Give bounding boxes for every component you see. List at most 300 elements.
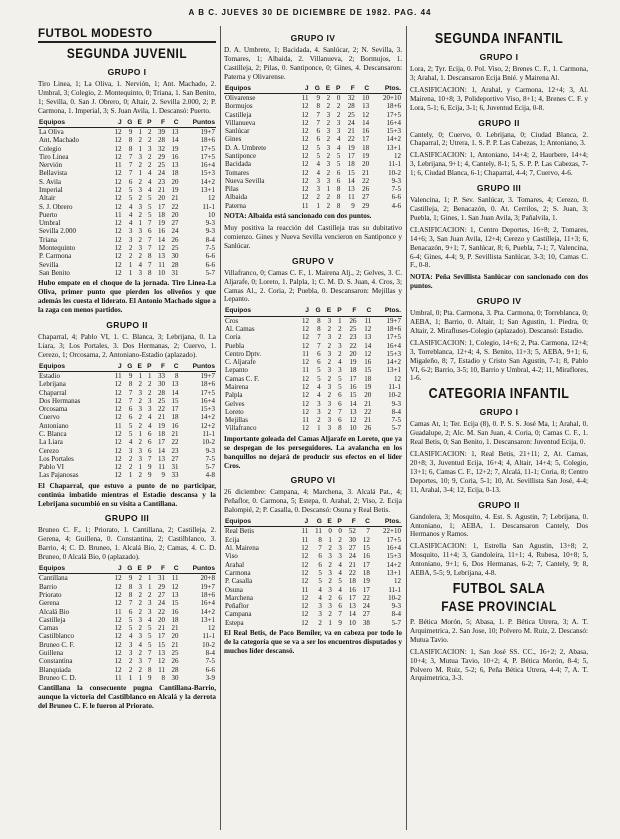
table-cell: 21 bbox=[158, 624, 165, 633]
table-cell: 23 bbox=[158, 177, 165, 186]
table-cell: 9 bbox=[128, 127, 133, 136]
table-cell: 12 bbox=[394, 152, 401, 160]
table-cell: Los Portales bbox=[39, 454, 74, 463]
table-cell: 4 bbox=[317, 391, 321, 400]
table-row bbox=[38, 674, 216, 682]
table-cell: 3 bbox=[128, 649, 133, 658]
table-cell: 5 bbox=[128, 194, 133, 203]
table-cell: 12 bbox=[301, 383, 309, 391]
results-paragraph: Gandolera, 3; Mosquito, 4. Est. S. Agustin, 7; Lebrijana, 0. Antoniano, 1; AEBA, 1. Descansaron Cantely, Dos Hermanos y Ramos. bbox=[410, 512, 588, 539]
table-cell: 9 bbox=[351, 201, 355, 210]
table-cell: 2 bbox=[148, 127, 152, 136]
table-cell: 12 bbox=[301, 185, 309, 194]
table-header-cell: C bbox=[166, 119, 179, 128]
table-cell: 12 bbox=[114, 268, 122, 277]
table-header-cell: P bbox=[332, 307, 343, 316]
table-cell: San Benito bbox=[39, 268, 70, 277]
table-cell: 2 bbox=[138, 421, 142, 430]
table-row bbox=[224, 144, 402, 152]
table-cell: Dos Hermanas bbox=[39, 396, 81, 405]
table-cell: 4 bbox=[148, 615, 152, 624]
table-row bbox=[38, 608, 216, 616]
table-row bbox=[224, 408, 402, 416]
table-cell: 16 bbox=[158, 227, 165, 236]
table-cell: 3 bbox=[316, 176, 320, 185]
table-cell: 13 bbox=[171, 380, 179, 389]
table-cell: 12 bbox=[114, 574, 122, 583]
table-cell: Peñaflor bbox=[225, 602, 249, 611]
table-cell: 1 bbox=[128, 260, 133, 269]
table-cell: Viso bbox=[225, 552, 238, 561]
table-cell: 4 bbox=[148, 177, 152, 186]
table-cell: 12 bbox=[301, 333, 309, 342]
table-cell: 25 bbox=[171, 649, 179, 658]
table-cell: 2 bbox=[128, 463, 133, 472]
table-row bbox=[224, 594, 402, 602]
table-cell: 3 bbox=[336, 118, 341, 127]
table-cell: 11 bbox=[158, 260, 165, 269]
table-row bbox=[224, 111, 402, 119]
table-cell: 4 bbox=[148, 169, 152, 178]
table-cell: 9 bbox=[161, 471, 165, 480]
table-cell: 20 bbox=[362, 160, 370, 169]
table-row bbox=[224, 552, 402, 560]
table-cell: 4 bbox=[148, 413, 152, 422]
table-cell: La Oliva bbox=[39, 127, 64, 136]
table-cell: 5 bbox=[317, 366, 321, 375]
table-cell: 12 bbox=[301, 618, 309, 627]
table-cell: 3 bbox=[318, 602, 322, 611]
table-cell: Guillena bbox=[39, 649, 64, 658]
table-cell: 20 bbox=[171, 177, 179, 186]
table-cell: 19+7 bbox=[200, 127, 215, 136]
table-cell: 11 bbox=[114, 210, 122, 219]
results-paragraph: Muy positiva la reacción del Castilleja tras su dubitativo comienzo. Gines y Nueva Sevilla vencieron en Santiponce y Sanlúcar. bbox=[224, 223, 402, 250]
table-cell: 20 bbox=[171, 210, 179, 219]
table-cell: 2 bbox=[318, 618, 322, 627]
table-row bbox=[38, 136, 216, 144]
table-cell: 5 bbox=[338, 577, 342, 586]
table-cell: Santiponce bbox=[225, 152, 257, 160]
table-cell: 1 bbox=[138, 144, 142, 153]
table-cell: 16+4 bbox=[200, 396, 215, 405]
table-cell: 1 bbox=[138, 219, 142, 228]
table-cell: Osuna bbox=[225, 585, 243, 594]
table-cell: 15 bbox=[158, 640, 165, 649]
table-cell: 6 bbox=[148, 446, 152, 455]
table-cell: 12 bbox=[362, 535, 370, 544]
table-cell: 19+7 bbox=[200, 582, 215, 591]
table-cell: 22 bbox=[364, 407, 372, 416]
table-cell: 10-2 bbox=[388, 391, 401, 400]
table-cell: 18+6 bbox=[386, 324, 401, 333]
results-paragraph: Bruneo C. F., 1; Priorato, 1. Cantillana, 2; Castilleja, 2. Gerena, 4; Guillena, 0. Constantina, 2; Castilblanco, 3. Barrio, 4; C. D. Bruneo, 1. Alcalá Bio, 2; Camas, 4. C. D. Bruneo, 0 Alcalá Bio, 0 (aplazado). bbox=[38, 526, 216, 562]
table-cell: 14 bbox=[349, 399, 357, 408]
table-cell: 21 bbox=[364, 399, 372, 408]
table-cell: 12 bbox=[114, 244, 122, 253]
table-cell: 0 bbox=[328, 527, 332, 536]
table-cell: 12 bbox=[114, 219, 122, 228]
table-cell: 11 bbox=[364, 316, 372, 325]
table-cell: 12 bbox=[114, 665, 122, 674]
table-cell: 8 bbox=[148, 268, 152, 277]
table-cell: 2 bbox=[138, 413, 142, 422]
results-paragraph: CLASIFICACION: 1, Colegio, 14+6; 2, Pta. Carmona, 12+4; 3, Torreblanca, 12+4; 4, S. Benito, 11+3; 5, AEBA, 9+1; 6, Migaleño, 8; 7, Estadio y Cristo San Agustin, 7-1; 8, Pablo VI, 6-2; Barrio, 3-5; 10, Barrio y Umbral, 4-2; 11, Miraflores, 1-6. bbox=[410, 338, 588, 383]
table-row bbox=[38, 649, 216, 657]
table-cell: 11-1 bbox=[202, 429, 215, 438]
table-cell: 2 bbox=[327, 407, 332, 416]
table-cell: 1 bbox=[138, 169, 142, 178]
table-row bbox=[38, 211, 216, 219]
table-cell: 16+4 bbox=[386, 544, 401, 553]
section-kicker: FUTBOL MODESTO bbox=[38, 28, 216, 43]
table-cell: 11 bbox=[114, 371, 122, 380]
table-cell: 11 bbox=[302, 416, 309, 425]
table-row bbox=[224, 586, 402, 594]
table-cell: 4 bbox=[338, 568, 342, 577]
results-paragraph: CLASIFICACION: 1, Antoniano, 14+4; 2, Haurbere, 14+4; 3, Lebrijana, 9+1; 4, Cantely, 8-1; 5, S. P. P. Las Cabezas, 7-1; 6, Ciudad Blanca, 6-1; Chaparral, 4-4; 7, Cuervo, 4-6. bbox=[410, 151, 588, 178]
table-cell: 17 bbox=[348, 593, 356, 602]
table-cell: 17+5 bbox=[200, 152, 215, 161]
table-cell: 3 bbox=[138, 152, 142, 161]
table-cell: 11 bbox=[114, 607, 122, 616]
group-heading: GRUPO II bbox=[106, 319, 148, 330]
table-cell: 15 bbox=[349, 391, 357, 400]
table-cell: Ecija bbox=[225, 535, 240, 544]
table-cell: Estepa bbox=[225, 618, 244, 627]
table-cell: 12 bbox=[301, 135, 309, 144]
table-cell: 17 bbox=[362, 585, 370, 594]
table-cell: 6 bbox=[318, 552, 322, 561]
table-cell: S. Avila bbox=[39, 177, 62, 186]
table-cell: 12 bbox=[301, 391, 309, 400]
table-cell: 3 bbox=[338, 366, 342, 375]
commentary-paragraph: NOTA: Albaida está sancionado con dos puntos. bbox=[224, 212, 372, 221]
table-cell: 5 bbox=[336, 152, 341, 160]
table-header-cell: J bbox=[109, 363, 122, 372]
table-row bbox=[38, 666, 216, 674]
table-cell: 7 bbox=[148, 260, 152, 269]
table-cell: 7 bbox=[128, 169, 133, 178]
table-cell: 16 bbox=[171, 152, 179, 161]
table-cell: 5 bbox=[148, 640, 152, 649]
table-cell: 23 bbox=[349, 333, 357, 342]
table-row bbox=[38, 389, 216, 397]
table-cell: 1 bbox=[148, 574, 152, 583]
table-cell: 11 bbox=[301, 585, 309, 594]
table-cell: 13 bbox=[171, 161, 179, 170]
table-cell: 5 bbox=[316, 143, 320, 152]
table-cell: 14 bbox=[171, 136, 179, 145]
table-cell: 39 bbox=[158, 127, 165, 136]
table-cell: 3 bbox=[327, 316, 332, 325]
table-cell: 12 bbox=[301, 341, 309, 350]
table-cell: Antoniano bbox=[39, 421, 69, 430]
table-cell: 31 bbox=[171, 268, 179, 277]
table-cell: 8 bbox=[128, 144, 133, 153]
table-cell: 2 bbox=[326, 201, 331, 210]
table-cell: 24 bbox=[171, 227, 179, 236]
section-heading: FASE PROVINCIAL bbox=[441, 598, 557, 614]
table-cell: 12 bbox=[114, 194, 122, 203]
group-heading: GRUPO II bbox=[478, 117, 520, 128]
table-cell: 3 bbox=[138, 202, 142, 211]
table-cell: 12 bbox=[114, 471, 122, 480]
table-row bbox=[38, 422, 216, 430]
table-cell: 11-1 bbox=[202, 202, 215, 211]
table-cell: 2 bbox=[327, 374, 332, 383]
results-paragraph: CLASIFICACION: 1, Centro Deportes, 16+8; 2, Tomares, 14+6; 3, San Juan Avila, 12+4; Cerezo y Castilleja, 11+3; 6, Benacazón, 9+1; 7, Sanlúcar, 8; 6, Puebla, 7-1; 7, Valencina, 6-4; Gines, 4-4; 9, P. Sevillista Sanlúcar, 3-3; 10, Camas C. F., 0-8. bbox=[410, 225, 588, 270]
table-cell: 1 bbox=[128, 673, 133, 682]
table-cell: 13 bbox=[348, 602, 356, 611]
table-cell: 10-2 bbox=[202, 438, 215, 447]
table-row bbox=[38, 657, 216, 665]
table-cell: Campana bbox=[225, 610, 252, 619]
section-heading: SEGUNDA JUVENIL bbox=[66, 46, 188, 61]
table-row bbox=[38, 380, 216, 388]
table-header-cell: Ptos. bbox=[370, 85, 402, 94]
table-cell: 24 bbox=[158, 599, 165, 608]
table-header-cell: C bbox=[166, 565, 179, 574]
table-cell: 12 bbox=[301, 160, 309, 169]
table-row bbox=[38, 463, 216, 471]
table-cell: 12 bbox=[114, 438, 122, 447]
table-cell: 17 bbox=[347, 152, 355, 160]
table-cell: 12 bbox=[301, 102, 309, 111]
standings-table bbox=[224, 85, 402, 210]
table-cell: 18 bbox=[171, 169, 179, 178]
table-cell: 5 bbox=[148, 210, 152, 219]
table-cell: 26 bbox=[171, 657, 179, 666]
table-cell: 27 bbox=[158, 591, 165, 599]
table-cell: 8 bbox=[336, 185, 341, 194]
table-cell: 3 bbox=[128, 640, 133, 649]
table-cell: 18+6 bbox=[200, 136, 215, 145]
table-cell: Tomares bbox=[225, 168, 250, 177]
table-cell: 19 bbox=[347, 143, 355, 152]
table-cell: C. Blanca bbox=[39, 429, 67, 438]
table-cell: 4 bbox=[317, 383, 321, 391]
table-cell: 11 bbox=[302, 349, 309, 358]
table-cell: 12 bbox=[208, 624, 215, 633]
table-cell: 18 bbox=[171, 413, 179, 422]
table-cell: 7 bbox=[128, 161, 133, 170]
table-cell: 10-2 bbox=[202, 640, 215, 649]
table-cell: 7 bbox=[128, 396, 133, 405]
table-cell: Villanueva bbox=[225, 118, 256, 127]
table-cell: 18+6 bbox=[200, 380, 215, 389]
table-cell: 18+6 bbox=[386, 102, 401, 111]
table-cell: 12 bbox=[114, 136, 122, 145]
table-header-cell: F bbox=[153, 363, 166, 372]
table-header-cell: E bbox=[133, 119, 143, 128]
table-header-cell: F bbox=[153, 565, 166, 574]
table-cell: 12 bbox=[114, 169, 122, 178]
table-cell: 12 bbox=[114, 463, 122, 472]
table-header-cell: F bbox=[341, 85, 355, 94]
table-cell: 22 bbox=[349, 341, 357, 350]
table-cell: 12 bbox=[301, 193, 309, 202]
table-cell: 6 bbox=[317, 358, 321, 367]
table-cell: 2 bbox=[148, 161, 152, 170]
table-cell: 2 bbox=[326, 193, 331, 202]
table-cell: 21 bbox=[348, 560, 356, 569]
table-cell: 7 bbox=[316, 110, 320, 119]
table-header-cell: Puntos bbox=[179, 565, 216, 574]
table-cell: Cerezo bbox=[39, 446, 59, 455]
table-cell: 14 bbox=[362, 118, 370, 127]
table-cell: 28 bbox=[158, 136, 165, 145]
table-cell: 12 bbox=[394, 577, 401, 586]
table-row bbox=[38, 236, 216, 244]
group-heading: GRUPO I bbox=[479, 52, 519, 62]
results-paragraph: Camas At, 1; Ter. Ecija (8), 0. P. S. S. José Ma, 1; Arahal, 0. Guadalupe, 2; Alc. M. San Juan, 4. Coria, 0; Camas C. F., 1. Real Betis, 0; San Benito, 1. Descansaron: Juventud Ecija, 0. bbox=[410, 420, 588, 447]
table-row bbox=[224, 102, 402, 110]
table-cell: 1 bbox=[148, 371, 152, 380]
table-cell: 12 bbox=[114, 252, 122, 261]
table-header-cell: Equipos bbox=[224, 85, 295, 94]
table-cell: 19 bbox=[158, 421, 165, 430]
table-cell: 7 bbox=[317, 333, 321, 342]
table-row bbox=[224, 169, 402, 177]
table-cell: 1 bbox=[326, 185, 331, 194]
table-cell: 16+4 bbox=[200, 599, 215, 608]
table-cell: 5 bbox=[128, 429, 133, 438]
table-cell: 7 bbox=[128, 152, 133, 161]
table-cell: 9 bbox=[316, 93, 320, 102]
column-rule bbox=[406, 26, 407, 830]
table-cell: 2 bbox=[338, 324, 342, 333]
table-cell: 11 bbox=[114, 161, 122, 170]
table-cell: 4 bbox=[148, 421, 152, 430]
table-cell: 6 bbox=[338, 593, 342, 602]
table-cell: 7 bbox=[318, 544, 322, 553]
table-cell: 6-6 bbox=[205, 665, 215, 674]
table-cell: 13 bbox=[171, 591, 179, 599]
table-cell: Lebrijana bbox=[39, 380, 66, 389]
table-cell: 28 bbox=[171, 260, 179, 269]
table-row bbox=[38, 169, 216, 177]
table-cell: 14+2 bbox=[386, 135, 401, 144]
table-row bbox=[38, 599, 216, 607]
table-row bbox=[38, 624, 216, 632]
table-row bbox=[38, 252, 216, 260]
table-cell: Nervión bbox=[39, 161, 62, 170]
table-cell: 8-4 bbox=[205, 235, 215, 244]
table-cell: 12 bbox=[114, 582, 122, 591]
table-cell: 3 bbox=[128, 227, 133, 236]
column-3 bbox=[410, 28, 588, 834]
table-row bbox=[224, 358, 402, 366]
table-cell: Las Pajanosas bbox=[39, 471, 79, 480]
results-paragraph: 26 diciembre: Campana, 4; Marchena, 3. Alcalá Pat., 4; Peñaflor, 0. Carmona, 5; Estepa, 0. Arahal, 2; Viso, 2. Ecija Balompié, 2; P. Casalla, 0. Descansó: Osuna y Real Betis. bbox=[224, 488, 402, 515]
table-cell: 4 bbox=[128, 438, 133, 447]
table-cell: 15 bbox=[171, 396, 179, 405]
commentary-paragraph: El Chaparral, que estuvo a punto de no participar, continúa imbatido mientras el Estadio descansa y la Lebrijana sucumbió en su visita a Cantillana. bbox=[38, 481, 216, 508]
table-cell: 8-4 bbox=[391, 407, 401, 416]
table-cell: 14+2 bbox=[200, 413, 215, 422]
table-cell: 27 bbox=[362, 193, 370, 202]
table-row bbox=[38, 405, 216, 413]
table-cell: 6 bbox=[128, 607, 133, 616]
table-cell: 14+2 bbox=[200, 607, 215, 616]
table-cell: 14+2 bbox=[386, 560, 401, 569]
group-heading: GRUPO III bbox=[476, 183, 522, 194]
table-cell: 11 bbox=[302, 366, 309, 375]
table-cell: 17 bbox=[362, 135, 370, 144]
table-cell: 4 bbox=[338, 585, 342, 594]
table-cell: 13+1 bbox=[386, 366, 401, 375]
table-cell: 5-7 bbox=[391, 618, 401, 627]
table-cell: 2 bbox=[138, 591, 142, 599]
table-cell: 3 bbox=[327, 349, 332, 358]
table-cell: 2 bbox=[138, 177, 142, 186]
table-row bbox=[224, 333, 402, 341]
table-header-cell: J bbox=[109, 565, 122, 574]
table-cell: Loreto bbox=[225, 407, 244, 416]
table-cell: 5 bbox=[148, 194, 152, 203]
table-cell: 24 bbox=[158, 169, 165, 178]
table-row bbox=[38, 219, 216, 227]
table-cell: Camas bbox=[39, 624, 59, 633]
table-cell: 27 bbox=[362, 610, 370, 619]
table-cell: 7 bbox=[317, 341, 321, 350]
table-cell: 2 bbox=[138, 574, 142, 583]
table-cell: Villafranco bbox=[225, 424, 257, 433]
table-cell: 2 bbox=[138, 380, 142, 389]
table-row bbox=[38, 161, 216, 169]
table-row bbox=[224, 316, 402, 325]
table-cell: 3 bbox=[327, 333, 332, 342]
table-cell: 3 bbox=[148, 405, 152, 414]
table-cell: 14 bbox=[158, 446, 165, 455]
table-cell: 7 bbox=[148, 649, 152, 658]
table-cell: 19+7 bbox=[200, 371, 215, 380]
table-row bbox=[224, 527, 402, 536]
table-cell: 25 bbox=[349, 324, 357, 333]
table-cell: 21 bbox=[364, 416, 372, 425]
table-cell: 14+2 bbox=[200, 177, 215, 186]
table-cell: 5 bbox=[318, 568, 322, 577]
table-cell: 12 bbox=[158, 244, 165, 253]
table-cell: 21 bbox=[171, 194, 179, 203]
table-cell: 13+1 bbox=[200, 615, 215, 624]
table-cell: 3 bbox=[327, 366, 332, 375]
table-cell: Tiro Linea bbox=[39, 152, 69, 161]
table-cell: 16 bbox=[364, 358, 372, 367]
table-cell: 15 bbox=[171, 599, 179, 608]
table-header-cell: P bbox=[331, 85, 341, 94]
column-2 bbox=[224, 28, 402, 834]
table-cell: 12 bbox=[301, 552, 309, 561]
table-cell: 4 bbox=[316, 160, 320, 169]
table-cell: 29 bbox=[158, 582, 165, 591]
table-cell: 24 bbox=[362, 602, 370, 611]
table-cell: 19 bbox=[362, 152, 370, 160]
table-header-cell: C bbox=[357, 307, 372, 316]
table-cell: 12 bbox=[301, 610, 309, 619]
table-cell: 3 bbox=[148, 599, 152, 608]
table-cell: 9-3 bbox=[391, 176, 401, 185]
table-cell: 22 bbox=[158, 405, 165, 414]
table-row bbox=[224, 350, 402, 358]
group-heading: GRUPO I bbox=[479, 407, 519, 418]
table-cell: 27 bbox=[171, 219, 179, 228]
table-cell: 12 bbox=[364, 324, 372, 333]
table-cell: 4 bbox=[138, 260, 142, 269]
table-cell: 2 bbox=[327, 358, 332, 367]
table-cell: 12 bbox=[114, 235, 122, 244]
